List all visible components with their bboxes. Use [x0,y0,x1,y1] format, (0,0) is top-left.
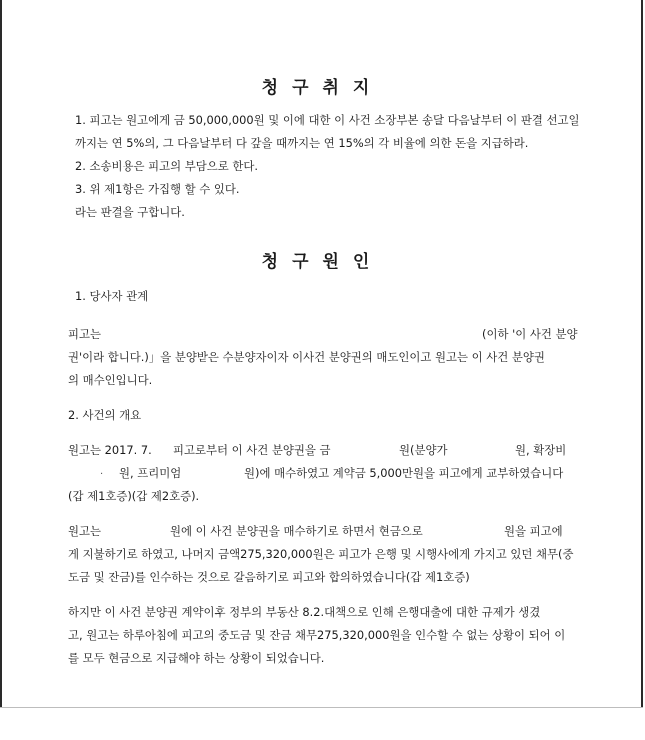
parties-line-3: 의 매수인입니다. [68,373,153,387]
heading-parties: 1. 당사자 관계 [75,289,149,303]
parties-line-1-start: 피고는 [68,327,102,341]
claim-line-1: 1. 피고는 원고에게 금 50,000,000원 및 이에 대한 이 사건 소장부본 송달 다음날부터 이 판결 선고일 [75,113,580,127]
purchase-line-3: 도금 및 잔금)를 인수하는 것으로 갈음하기로 피고와 합의하였습니다(갑 제1호증) [68,570,470,584]
parties-line-2: 권'이라 합니다.)」을 분양받은 수분양자이자 이사건 분양권의 매도인이고 원고는 이 사건 분양권 [68,350,545,364]
regulation-line-2: 고, 원고는 하루아침에 피고의 중도금 및 잔금 채무275,320,000원을 인수할 수 없는 상황이 되어 이 [68,628,566,642]
overview-line-3: (갑 제1호증)(갑 제2호증). [68,489,200,503]
regulation-line-1: 하지만 이 사건 분양권 계약이후 정부의 부동산 8.2.대책으로 인해 은행대출에 대한 규제가 생겼 [68,605,541,619]
redaction-dot: . [100,466,104,477]
section-title-claim-cause: 청구원인 [261,252,384,272]
heading-overview: 2. 사건의 개요 [68,408,142,422]
overview-line-1-c: 원(분양가 [399,443,448,457]
page-right-border [641,0,643,708]
page-left-border [0,0,2,708]
claim-line-2: 까지는 연 5%의, 그 다음날부터 다 갚을 때까지는 연 15%의 각 비율에 의한 돈을 지급하라. [75,136,529,150]
overview-line-1-d: 원, 확장비 [515,443,567,457]
regulation-line-3: 를 모두 현금으로 지급해야 하는 상황이 되었습니다. [68,651,325,665]
purchase-line-1-a: 원고는 [68,524,102,538]
overview-line-1-b: 피고로부터 이 사건 분양권을 금 [173,443,331,457]
claim-line-4: 3. 위 제1항은 가집행 할 수 있다. [75,182,240,196]
page-bottom-edge [0,707,643,708]
claim-line-3: 2. 소송비용은 피고의 부담으로 한다. [75,159,259,173]
overview-line-2-b: 원)에 매수하였고 계약금 5,000만원을 피고에게 교부하였습니다 [244,466,564,480]
purchase-line-1-b: 원에 이 사건 분양권을 매수하기로 하면서 현금으로 [170,524,423,538]
purchase-line-2: 게 지불하기로 하였고, 나머지 금액275,320,000원은 피고가 은행 및 시행사에게 가지고 있던 채무(중 [68,547,574,561]
section-title-claim-purpose: 청구취지 [261,78,384,98]
parties-line-1-end: (이하 '이 사건 분양 [482,327,578,341]
overview-line-2-a: 원, 프리미엄 [119,466,182,480]
claim-line-5: 라는 판결을 구합니다. [75,205,185,219]
purchase-line-1-c: 원을 피고에 [504,524,563,538]
overview-line-1-a: 원고는 2017. 7. [68,443,152,457]
